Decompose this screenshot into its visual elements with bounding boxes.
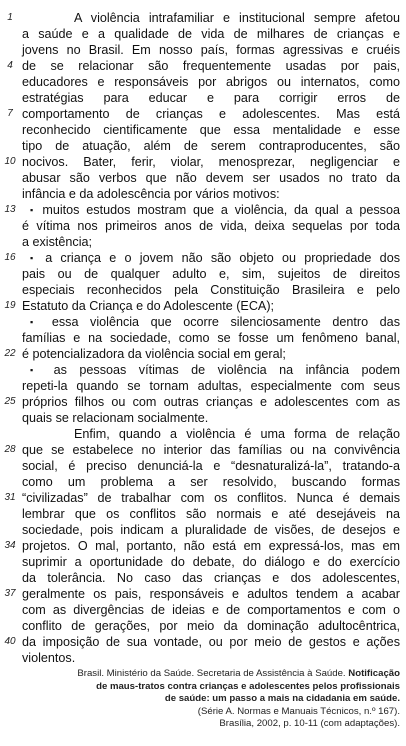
line-number: 31 xyxy=(4,492,16,503)
line-text: “civilizadas” de trabalhar com os conflitos. Nunca é demais xyxy=(22,491,400,505)
paragraph-line xyxy=(74,426,400,442)
paragraph-line xyxy=(22,170,400,186)
line-text: é potencializadora da violência social em geral; xyxy=(22,347,286,361)
line-text: tipo de atuação, além de serem contraproducentes, são xyxy=(22,139,400,153)
line-text: de se relacionar são frequentemente usadas por pais, xyxy=(22,59,400,73)
paragraph-line xyxy=(22,26,400,42)
paragraph-line xyxy=(22,74,400,90)
paragraph-line xyxy=(22,234,400,250)
citation-line-1: Brasil. Ministério da Saúde. Secretaria de Assistência à Saúde. Notificação xyxy=(77,668,400,679)
bullet-item-line xyxy=(30,250,400,266)
line-number: 4 xyxy=(7,60,13,71)
bullet-icon: ▪ xyxy=(30,205,43,215)
source-citation xyxy=(30,668,400,731)
paragraph-line xyxy=(22,346,400,362)
line-text: sociedade, pois indicam a pluralidade de visões, de desejos e xyxy=(22,523,400,537)
line-number: 34 xyxy=(4,540,16,551)
paragraph-line xyxy=(22,298,400,314)
line-text: próprios filhos ou com outras crianças e adolescentes com as xyxy=(22,395,400,409)
paragraph-line xyxy=(22,42,400,58)
bullet-icon: ▪ xyxy=(30,365,54,375)
paragraph-line xyxy=(22,90,400,106)
line-text: as pessoas vítimas de violência na infância podem xyxy=(53,363,400,377)
line-text: quais se relacionam socialmente. xyxy=(22,411,209,425)
line-text: comportamento de crianças e adolescentes. Mas está xyxy=(22,107,400,121)
line-text: suprimir a oportunidade do debate, do diálogo e do exercício xyxy=(22,555,400,569)
line-text: projetos. O mal, portanto, não está em expressá-los, mas em xyxy=(22,539,400,553)
citation-line-2: de maus-tratos contra crianças e adolescentes pelos profissionais xyxy=(96,680,400,692)
line-text: muitos estudos mostram que a violência, da qual a pessoa xyxy=(42,203,400,217)
bullet-icon: ▪ xyxy=(30,317,52,327)
line-text: da imposição de sua vontade, ou por meio de gestos e ações xyxy=(22,635,400,649)
bullet-item-line xyxy=(30,362,400,378)
line-text: a saúde e a qualidade de vida de milhares de crianças e xyxy=(22,27,400,41)
paragraph-line xyxy=(22,330,400,346)
paragraph-line xyxy=(22,602,400,618)
paragraph-line xyxy=(22,282,400,298)
citation-line-5: Brasília, 2002, p. 10-11 (com adaptações). xyxy=(219,718,400,730)
paragraph-line xyxy=(22,522,400,538)
bullet-item-line xyxy=(30,202,400,218)
line-number: 7 xyxy=(7,108,13,119)
line-text: jovens no Brasil. Em nosso país, formas agressivas e cruéis xyxy=(22,43,400,57)
paragraph-line xyxy=(22,506,400,522)
line-text: lembrar que os conflitos são normais e até desejáveis na xyxy=(22,507,400,521)
paragraph-line xyxy=(74,10,400,26)
line-text: infância e da adolescência por vários motivos: xyxy=(22,187,280,201)
line-text: violentos. xyxy=(22,651,76,665)
paragraph-line xyxy=(22,186,400,202)
bullet-icon: ▪ xyxy=(30,253,46,263)
line-number: 19 xyxy=(4,300,16,311)
line-text: estratégias para educar e para corrigir erros de xyxy=(22,91,400,105)
line-text: geralmente os pais, responsáveis e adultos tendem a acabar xyxy=(22,587,400,601)
paragraph-line xyxy=(22,458,400,474)
paragraph-line xyxy=(22,58,400,74)
line-number: 16 xyxy=(4,252,16,263)
paragraph-line xyxy=(22,394,400,410)
line-text: com as divergências de ideias e de comportamentos e com o xyxy=(22,603,400,617)
line-text: nocivos. Bater, ferir, violar, menosprezar, negligenciar e xyxy=(22,155,400,169)
line-text: repeti-la quando se tornam adultas, especialmente com seus xyxy=(22,379,400,393)
paragraph-line xyxy=(22,490,400,506)
line-text: como um problema a ser resolvido, buscando formas xyxy=(22,475,400,489)
line-text: reconhecido cientificamente que essa mentalidade e esse xyxy=(22,123,400,137)
line-text: que se estabelece no interior das famílias ou na convivência xyxy=(22,443,400,457)
paragraph-line xyxy=(22,586,400,602)
line-number: 1 xyxy=(7,12,13,23)
line-number: 10 xyxy=(4,156,16,167)
paragraph-line xyxy=(22,106,400,122)
citation-line-3: de saúde: um passo a mais na cidadania em saúde. xyxy=(164,693,400,705)
paragraph-line xyxy=(22,378,400,394)
line-number: 40 xyxy=(4,636,16,647)
paragraph-line xyxy=(22,138,400,154)
paragraph-line xyxy=(22,570,400,586)
line-text: especiais reconhecidos pela Constituição Brasileira e pelo xyxy=(22,283,400,297)
paragraph-line xyxy=(22,474,400,490)
paragraph-line xyxy=(22,442,400,458)
paragraph-line xyxy=(22,154,400,170)
line-text: da tolerância. No caso das crianças e dos adolescentes, xyxy=(22,571,400,585)
paragraph-line xyxy=(22,410,400,426)
line-text: A violência intrafamiliar e institucional sempre afetou xyxy=(74,11,400,25)
paragraph-line xyxy=(22,634,400,650)
line-text: pais ou de qualquer adulto e, sim, sujeitos de direitos xyxy=(22,267,400,281)
line-number: 37 xyxy=(4,588,16,599)
line-text: famílias e na sociedade, como se fosse um fenômeno banal, xyxy=(22,331,400,345)
line-text: é vítima nos primeiros anos de vida, deixa sequelas por toda xyxy=(22,219,400,233)
paragraph-line xyxy=(22,618,400,634)
line-number: 25 xyxy=(4,396,16,407)
line-number: 28 xyxy=(4,444,16,455)
line-number: 22 xyxy=(4,348,16,359)
line-text: essa violência que ocorre silenciosamente dentro das xyxy=(51,315,400,329)
line-text: conflito de gerações, por meio da dominação adultocêntrica, xyxy=(22,619,400,633)
line-text: Estatuto da Criança e do Adolescente (ECA); xyxy=(22,299,275,313)
paragraph-line xyxy=(22,554,400,570)
line-text: abusar são verbos que não devem ser usados no trato da xyxy=(22,171,400,185)
citation-line-4: (Série A. Normas e Manuais Técnicos, n.º 167). xyxy=(197,705,400,717)
paragraph-line xyxy=(22,650,400,666)
paragraph-line xyxy=(22,538,400,554)
paragraph-line xyxy=(22,266,400,282)
line-text: Enfim, quando a violência é uma forma de relação xyxy=(74,427,400,441)
line-number: 13 xyxy=(4,204,16,215)
paragraph-line xyxy=(22,218,400,234)
bullet-item-line xyxy=(30,314,400,330)
line-text: a existência; xyxy=(22,235,93,249)
line-text: educadores e responsáveis por abrigos ou internatos, como xyxy=(22,75,400,89)
paragraph-line xyxy=(22,122,400,138)
line-text: a criança e o jovem não são objeto ou propriedade dos xyxy=(45,251,400,265)
line-text: social, é preciso denunciá-la e “desnaturalizá-la”, tratando-a xyxy=(22,459,400,473)
